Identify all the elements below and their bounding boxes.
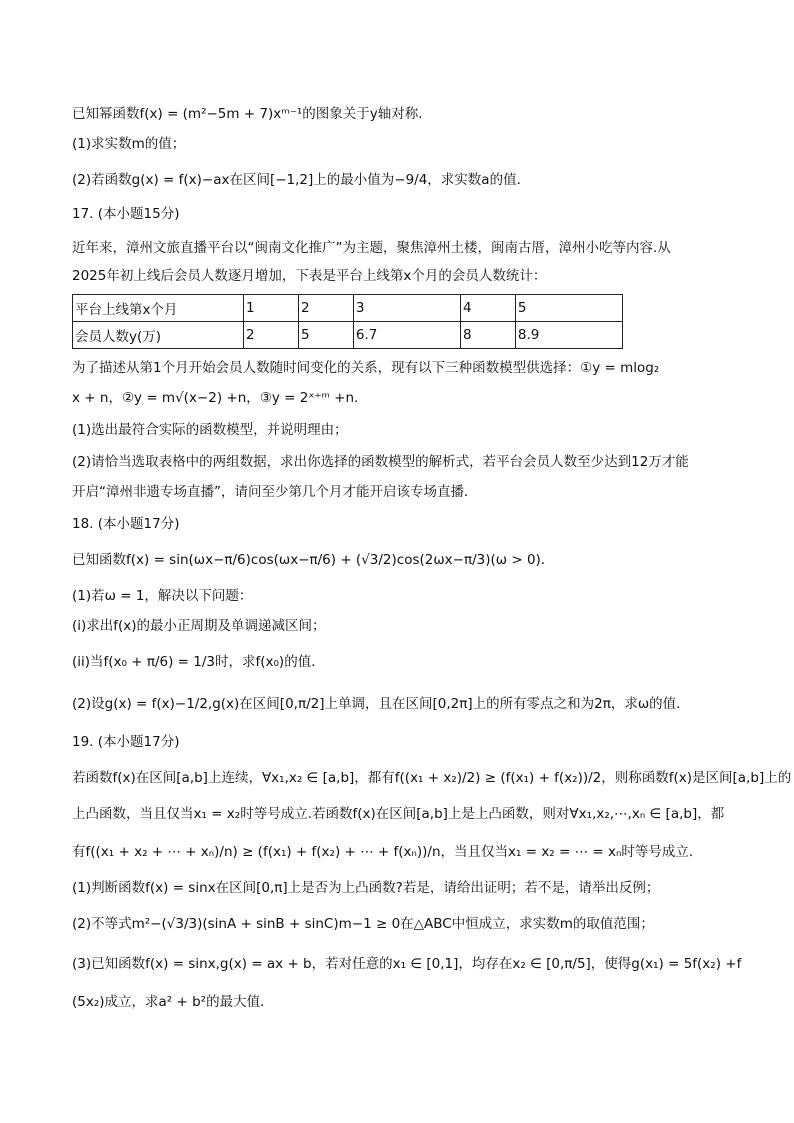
q16-part1: (1)求实数m的值； xyxy=(72,136,186,152)
table-cell: 5 xyxy=(298,322,353,349)
q19-part3-line1: (3)已知函数f(x) = sinx,g(x) = ax + b，若对任意的x₁ ∈ [0,1]，均存在x₂ ∈ [0,π/5]，使得g(x₁) = 5f(x₂) +f xyxy=(72,956,742,972)
q18-part2: (2)设g(x) = f(x)−1/2,g(x)在区间[0,π/2]上单调，且在区间[0,2π]上的所有零点之和为2π，求ω的值． xyxy=(72,696,690,712)
table-cell: 4 xyxy=(460,295,515,322)
table-cell: 8.9 xyxy=(515,322,622,349)
table-cell: 6.7 xyxy=(353,322,460,349)
q17-part2-line2: 开启“漳州非遗专场直播”，请问至少第几个月才能开启该专场直播． xyxy=(72,484,478,500)
q18-part1-ii: (ii)当f(x₀ + π/6) = 1/3时，求f(x₀)的值． xyxy=(72,654,325,670)
q19-def-line2: 上凸函数，当且仅当x₁ = x₂时等号成立.若函数f(x)在区间[a,b]上是上凸函数，则对∀x₁,x₂,⋯,xₙ ∈ [a,b]，都 xyxy=(72,806,725,822)
q18-stem: 已知函数f(x) = sin(ωx−π/6)cos(ωx−π/6) + (√3/2)cos(2ωx−π/3)(ω > 0)． xyxy=(72,552,555,568)
q19-def-line1: 若函数f(x)在区间[a,b]上连续，∀x₁,x₂ ∈ [a,b]，都有f((x₁ + x₂)/2) ≥ (f(x₁) + f(x₂))/2，则称函数f(x)是区间[a,b]上的 xyxy=(72,770,792,786)
member-stats-table xyxy=(72,294,623,349)
q17-models-line2: x + n，②y = m√(x−2) +n，③y = 2ˣ⁺ᵐ +n. xyxy=(72,390,359,406)
q19-part3-line2: (5x₂)成立，求a² + b²的最大值． xyxy=(72,994,274,1010)
q18-part1: (1)若ω = 1，解决以下问题： xyxy=(72,588,253,604)
q18-header: 18. (本小题17分) xyxy=(72,516,180,532)
table-row xyxy=(73,295,623,322)
table-cell: 1 xyxy=(244,295,299,322)
q17-intro-line2: 2025年初上线后会员人数逐月增加，下表是平台上线第x个月的会员人数统计： xyxy=(72,268,547,284)
table-cell: 2 xyxy=(298,295,353,322)
table-row xyxy=(73,322,623,349)
table-row-label: 平台上线第x个月 xyxy=(73,295,244,322)
q17-header: 17. (本小题15分) xyxy=(72,206,180,222)
q19-def-line3: 有f((x₁ + x₂ + ⋯ + xₙ)/n) ≥ (f(x₁) + f(x₂) + ⋯ + f(xₙ))/n，当且仅当x₁ = x₂ = ⋯ = xₙ时等号成立． xyxy=(72,844,703,860)
table-cell: 2 xyxy=(244,322,299,349)
q19-part1: (1)判断函数f(x) = sinx在区间[0,π]上是否为上凸函数?若是，请给出证明；若不是，请举出反例； xyxy=(72,880,660,896)
table-row-label: 会员人数y(万) xyxy=(73,322,244,349)
q19-header: 19. (本小题17分) xyxy=(72,734,180,750)
q17-models-line1: 为了描述从第1个月开始会员人数随时间变化的关系，现有以下三种函数模型供选择：①y = mlog₂ xyxy=(72,360,660,376)
q16-part2: (2)若函数g(x) = f(x)−ax在区间[−1,2]上的最小值为−9/4，求实数a的值． xyxy=(72,172,531,188)
q17-part2-line1: (2)请恰当选取表格中的两组数据，求出你选择的函数模型的解析式，若平台会员人数至少达到12万才能 xyxy=(72,454,689,470)
table-cell: 5 xyxy=(515,295,622,322)
q18-part1-i: (i)求出f(x)的最小正周期及单调递减区间； xyxy=(72,618,326,634)
q19-part2: (2)不等式m²−(√3/3)(sinA + sinB + sinC)m−1 ≥ 0在△ABC中恒成立，求实数m的取值范围； xyxy=(72,916,654,932)
q17-intro-line1: 近年来，漳州文旅直播平台以“闽南文化推广”为主题，聚焦漳州土楼，闽南古厝，漳州小吃等内容.从 xyxy=(72,240,671,256)
table-cell: 8 xyxy=(460,322,515,349)
q17-part1: (1)选出最符合实际的函数模型，并说明理由； xyxy=(72,422,348,438)
q16-stem: 已知幂函数f(x) = (m²−5m + 7)xᵐ⁻¹的图象关于y轴对称． xyxy=(72,106,432,122)
table-cell: 3 xyxy=(353,295,460,322)
